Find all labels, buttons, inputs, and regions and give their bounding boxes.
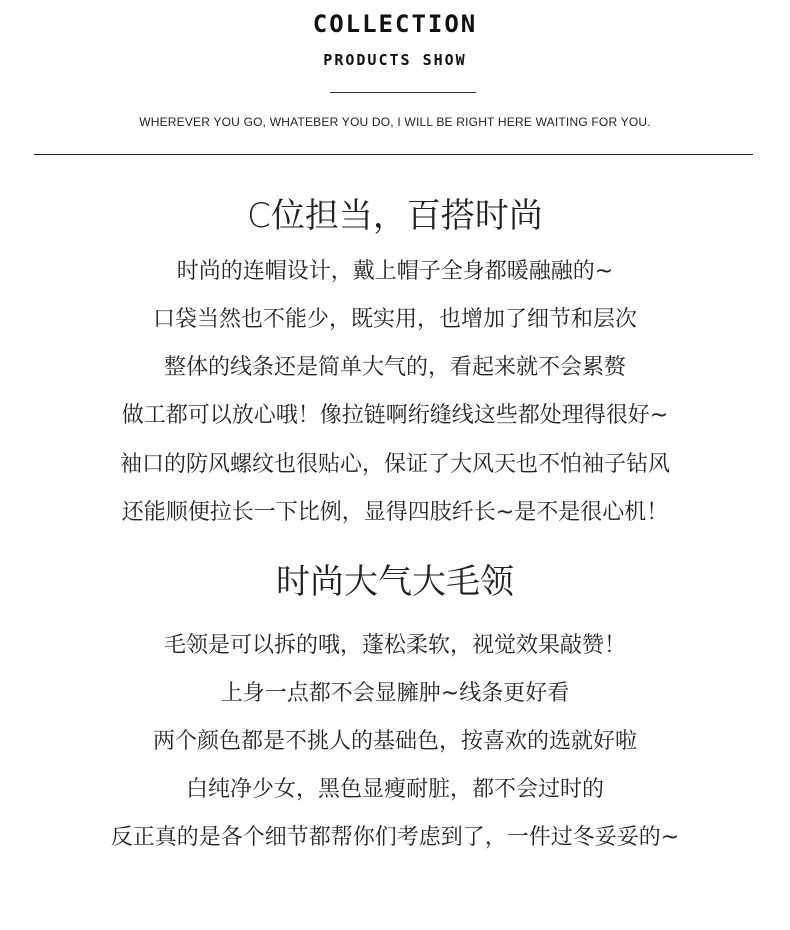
section-2-line: 毛领是可以拆的哦，蓬松柔软，视觉效果敲赞！ bbox=[163, 633, 626, 658]
section-1-line: 口袋当然也不能少，既实用，也增加了细节和层次 bbox=[152, 307, 637, 332]
section-1-line: 时尚的连帽设计，戴上帽子全身都暖融融的~ bbox=[176, 259, 614, 284]
section-2-line: 反正真的是各个细节都帮你们考虑到了，一件过冬妥妥的~ bbox=[110, 825, 680, 850]
header-tagline: WHEREVER YOU GO, WHATEBER YOU DO, I WILL BE RIGHT HERE WAITING FOR YOU. bbox=[139, 115, 651, 129]
header-short-divider bbox=[330, 92, 476, 93]
section-1-line: 还能顺便拉长一下比例，显得四肢纤长~是不是很心机！ bbox=[121, 500, 669, 525]
section-heading-fur-collar: 时尚大气大毛领 bbox=[276, 562, 514, 602]
section-1-line: 做工都可以放心哦！像拉链啊绗缝线这些都处理得很好~ bbox=[121, 403, 669, 428]
section-2-line: 白纯净少女，黑色显瘦耐脏，都不会过时的 bbox=[185, 777, 604, 802]
section-heading-c-position: C位担当，百搭时尚 bbox=[247, 196, 543, 236]
section-1-line: 袖口的防风螺纹也很贴心，保证了大风天也不怕袖子钻风 bbox=[119, 452, 670, 477]
section-2-line: 上身一点都不会显臃肿~线条更好看 bbox=[220, 681, 570, 706]
products-show-subtitle: PRODUCTS SHOW bbox=[323, 51, 467, 69]
section-2-line: 两个颜色都是不挑人的基础色，按喜欢的选就好啦 bbox=[152, 729, 637, 754]
section-1-line: 整体的线条还是简单大气的，看起来就不会累赘 bbox=[163, 355, 626, 380]
collection-title: COLLECTION bbox=[312, 10, 478, 38]
header-long-divider bbox=[34, 154, 753, 155]
